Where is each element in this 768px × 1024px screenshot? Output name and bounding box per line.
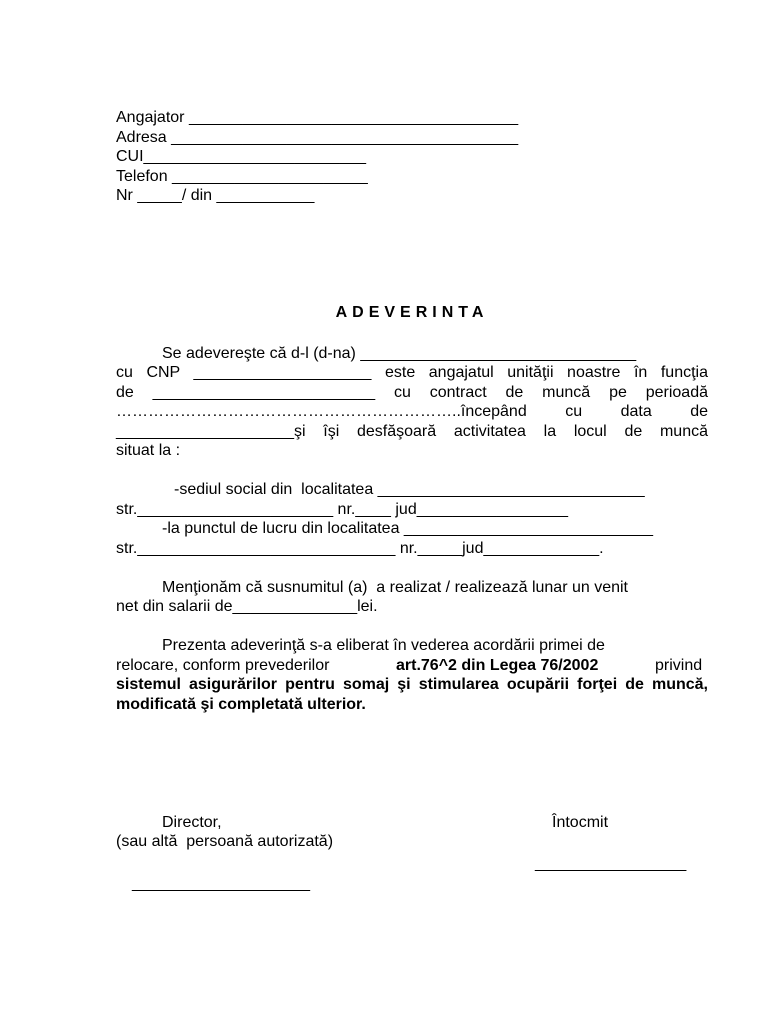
address-field: Adresa _______________________________________ [116, 129, 519, 146]
paragraph-1-line-5: ____________________şi îşi desfăşoară activitatea la locul de muncă [116, 423, 708, 440]
paragraph-3-line-1: Menţionăm că susnumitul (a) a realizat / realizează lunar un venit [162, 579, 628, 596]
workplace-line: -la punctul de lucru din localitatea ____________________________ [162, 520, 654, 537]
registered-office-line: -sediul social din localitatea ______________________________ [174, 481, 645, 498]
document-title: ADEVERINTA [335, 304, 489, 321]
prepared-by-label: Întocmit [552, 814, 609, 831]
paragraph-4-line-2c: privind [655, 657, 703, 674]
law-reference: art.76^2 din Legea 76/2002 [396, 657, 599, 674]
workplace-street: str._____________________________ nr._____jud_____________. [116, 540, 604, 557]
prepared-by-signature-line: _________________ [535, 855, 687, 872]
director-label: Director, [162, 814, 222, 831]
paragraph-1-line-1: Se adevereşte că d-l (d-na) _______________________________ [162, 345, 637, 362]
phone-field: Telefon ______________________ [116, 168, 368, 185]
paragraph-4-line-4: modificată şi completată ulterior. [116, 696, 366, 713]
paragraph-4-line-2a: relocare, conform prevederilor [116, 657, 330, 674]
number-date-field: Nr _____/ din ___________ [116, 187, 315, 204]
paragraph-1-line-2: cu CNP ____________________ este angajatul unităţii noastre în funcţia [116, 364, 708, 381]
paragraph-3-line-2: net din salarii de______________lei. [116, 598, 378, 615]
registered-office-street: str.______________________ nr.____ jud_________________ [116, 501, 568, 518]
paragraph-1-line-4: ………………………………………………………..începând cu data de [116, 403, 708, 420]
cui-field: CUI_________________________ [116, 148, 367, 165]
paragraph-1-line-3: de _________________________ cu contract de muncă pe perioadă [116, 384, 708, 401]
paragraph-4-line-1: Prezenta adeverinţă s-a eliberat în vederea acordării primei de [162, 637, 605, 654]
director-note: (sau altă persoană autorizată) [116, 833, 334, 850]
paragraph-1-line-6: situat la : [116, 442, 181, 459]
director-signature-line: ____________________ [132, 875, 310, 892]
employer-field: Angajator _____________________________________ [116, 109, 519, 126]
paragraph-4-line-3: sistemul asigurărilor pentru somaj şi stimularea ocupării forţei de muncă, [116, 676, 708, 693]
